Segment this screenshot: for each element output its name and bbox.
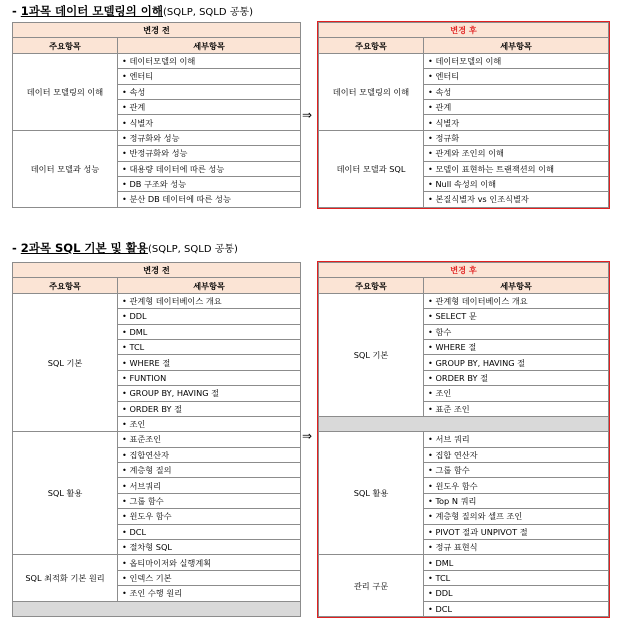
list-item: • 집합 연산자: [424, 447, 609, 462]
list-item: • 함수: [424, 324, 609, 339]
list-item: • GROUP BY, HAVING 절: [118, 386, 301, 401]
list-item: • 데이터모델의 이해: [424, 53, 609, 68]
table-header: 변경 전: [13, 23, 301, 38]
list-item: • 관계형 데이터베이스 개요: [424, 293, 609, 308]
list-item: • ORDER BY 절: [424, 370, 609, 385]
col-main-header: 주요항목: [13, 278, 118, 293]
list-item: • DCL: [424, 601, 609, 616]
list-item: • 그룹 함수: [424, 463, 609, 478]
list-item: • 윈도우 함수: [424, 478, 609, 493]
list-item: • 절차형 SQL: [118, 540, 301, 555]
arrow-icon: ⇒: [302, 108, 313, 122]
list-item: • 계층형 질의: [118, 463, 301, 478]
list-item: • 관계형 데이터베이스 개요: [118, 293, 301, 308]
section1-before-table: [12, 22, 301, 208]
group-name: 관리 구문: [319, 555, 424, 617]
list-item: • FUNTION: [118, 370, 301, 385]
section2-after-table: [318, 262, 609, 617]
list-item: • 관계와 조인의 이해: [424, 146, 609, 161]
list-item: • 속성: [424, 84, 609, 99]
list-item: • 표준 조인: [424, 401, 609, 416]
section2-subtitle: (SQLP, SQLD 공통): [147, 244, 238, 255]
section2-before-table: [12, 262, 301, 617]
list-item: • 데이터모델의 이해: [118, 53, 301, 68]
list-item: • 분산 DB 데이터에 따른 성능: [118, 192, 301, 207]
table-header: 변경 전: [13, 263, 301, 278]
group-name: SQL 활용: [13, 432, 118, 555]
list-item: • DB 구조와 성능: [118, 176, 301, 191]
section1-prefix: -: [12, 4, 21, 18]
list-item: • DCL: [118, 524, 301, 539]
group-name: SQL 기본: [13, 293, 118, 432]
list-item: • 그룹 함수: [118, 493, 301, 508]
col-main-header: 주요항목: [13, 38, 118, 53]
col-detail-header: 세부항목: [424, 278, 609, 293]
list-item: • PIVOT 절과 UNPIVOT 절: [424, 524, 609, 539]
section1-after-table: [318, 22, 609, 208]
list-item: • 계층형 질의와 셀프 조인: [424, 509, 609, 524]
list-item: • WHERE 절: [424, 339, 609, 354]
list-item: • 본질식별자 vs 인조식별자: [424, 192, 609, 207]
list-item: • TCL: [118, 339, 301, 354]
group-name: SQL 활용: [319, 432, 424, 555]
list-item: • 조인: [424, 386, 609, 401]
list-item: • 식별자: [424, 115, 609, 130]
list-item: • 반정규화와 성능: [118, 146, 301, 161]
group-name: SQL 최적화 기본 원리: [13, 555, 118, 601]
table-header: 변경 후: [319, 23, 609, 38]
list-item: • 식별자: [118, 115, 301, 130]
group-name: 데이터 모델링의 이해: [13, 53, 118, 130]
group-name: 데이터 모델링의 이해: [319, 53, 424, 130]
list-item: • 정규화: [424, 130, 609, 145]
list-item: • 서브쿼리: [118, 478, 301, 493]
group-name: SQL 기본: [319, 293, 424, 416]
list-item: • 대용량 데이터에 따른 성능: [118, 161, 301, 176]
list-item: • ORDER BY 절: [118, 401, 301, 416]
list-item: • WHERE 절: [118, 355, 301, 370]
list-item: • 관계: [118, 99, 301, 114]
section1-heading: [12, 3, 253, 19]
section1-subtitle: (SQLP, SQLD 공통): [163, 7, 253, 18]
section2-title: 2과목 SQL 기본 및 활용: [20, 241, 148, 255]
list-item: • 모델이 표현하는 트랜잭션의 이해: [424, 161, 609, 176]
empty-row: [13, 601, 301, 616]
group-name: 데이터 모델과 SQL: [319, 130, 424, 207]
table-header: 변경 후: [319, 263, 609, 278]
list-item: • 표준조인: [118, 432, 301, 447]
list-item: • 엔터티: [118, 69, 301, 84]
list-item: • DML: [424, 555, 609, 570]
list-item: • DML: [118, 324, 301, 339]
list-item: • DDL: [424, 586, 609, 601]
list-item: • 인덱스 기본: [118, 570, 301, 585]
list-item: • 옵티마이저와 실행계획: [118, 555, 301, 570]
list-item: • 속성: [118, 84, 301, 99]
list-item: • DDL: [118, 309, 301, 324]
list-item: • 조인 수행 원리: [118, 586, 301, 601]
arrow-icon: ⇒: [302, 429, 313, 443]
col-main-header: 주요항목: [319, 278, 424, 293]
list-item: • 조인: [118, 416, 301, 431]
list-item: • Top N 쿼리: [424, 493, 609, 508]
list-item: • 집합연산자: [118, 447, 301, 462]
section2-heading: [12, 240, 238, 256]
list-item: • TCL: [424, 570, 609, 585]
list-item: • SELECT 문: [424, 309, 609, 324]
section2-prefix: -: [12, 241, 21, 255]
col-detail-header: 세부항목: [118, 278, 301, 293]
list-item: • GROUP BY, HAVING 절: [424, 355, 609, 370]
list-item: • 정규 표현식: [424, 540, 609, 555]
list-item: • 서브 쿼리: [424, 432, 609, 447]
col-detail-header: 세부항목: [424, 38, 609, 53]
list-item: • 정규화와 성능: [118, 130, 301, 145]
empty-row: [319, 416, 609, 431]
section1-title: 1과목 데이터 모델링의 이해: [20, 4, 163, 18]
group-name: 데이터 모델과 성능: [13, 130, 118, 207]
list-item: • 엔터티: [424, 69, 609, 84]
col-main-header: 주요항목: [319, 38, 424, 53]
list-item: • Null 속성의 이해: [424, 176, 609, 191]
col-detail-header: 세부항목: [118, 38, 301, 53]
list-item: • 관계: [424, 99, 609, 114]
list-item: • 윈도우 함수: [118, 509, 301, 524]
